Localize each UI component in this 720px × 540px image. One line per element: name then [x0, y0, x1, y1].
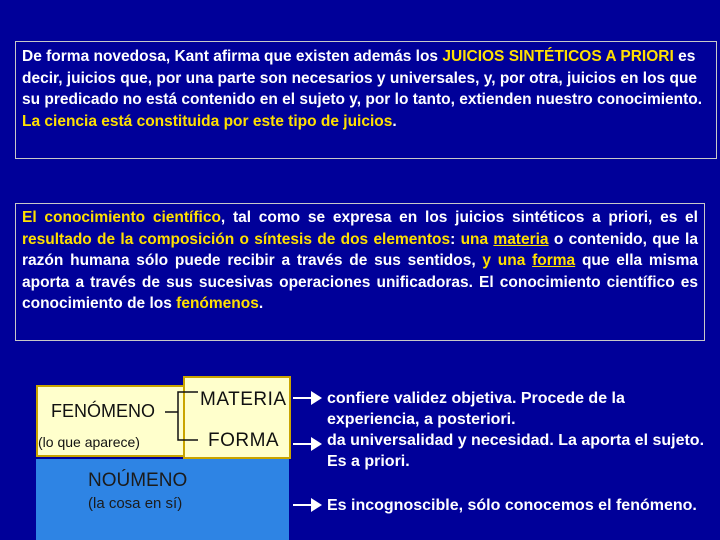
noumeno-title: NOÚMENO — [88, 470, 188, 491]
para2-text-5: . — [258, 295, 264, 312]
para2-highlight-una: una — [460, 230, 489, 248]
intro-paragraph-box — [15, 41, 717, 159]
materia-forma-description — [327, 388, 707, 472]
materia-arrow-line — [293, 397, 313, 399]
para2-forma-underlined: forma — [532, 252, 576, 269]
para2-highlight-y-una: y una — [482, 252, 526, 269]
para2-text-2: : — [450, 230, 461, 248]
para2-text-1: , tal como se expresa en los juicios sintéticos a priori, es el — [220, 209, 698, 226]
para2-highlight-resultado: resultado de la composición o síntesis de dos elementos — [22, 230, 451, 248]
noumeno-box — [36, 459, 289, 540]
para2-text-4: que ella misma aporta a través de sus sucesivas operaciones unificadoras. El conocimiento científico es conocimiento de los — [22, 252, 698, 312]
para1-highlight-ciencia: La ciencia está constituida por este tipo de juicios — [22, 112, 393, 130]
para2-highlight-conocimiento: El conocimiento científico — [22, 209, 221, 226]
noumeno-arrow-line — [293, 504, 313, 506]
noumeno-description: Es incognoscible, sólo conocemos el fenómeno. — [327, 497, 697, 514]
para2-highlight-fenomenos: fenómenos — [176, 295, 259, 312]
para1-text-1: De forma novedosa, Kant afirma que existen además los — [22, 48, 443, 65]
para2-materia-underlined: materia — [493, 230, 549, 248]
noumeno-subtitle: (la cosa en sí) — [88, 495, 183, 512]
para1-highlight-juicios: JUICIOS SINTÉTICOS A PRIORI — [442, 48, 674, 65]
fenomeno-box — [36, 385, 188, 457]
materia-description: confiere validez objetiva. Procede de la experiencia, a posteriori. — [327, 390, 625, 428]
para2-text-3: o contenido, que la razón humana sólo puede recibir a través de sus sentidos, — [22, 230, 698, 269]
para1-text-3: . — [392, 112, 397, 130]
noumeno-arrow-icon — [311, 498, 322, 512]
fenomeno-title: FENÓMENO — [51, 401, 156, 421]
fenomeno-subtitle: (lo que aparece) — [38, 434, 140, 450]
forma-description: da universalidad y necesidad. La aporta el sujeto. Es a priori. — [327, 432, 705, 470]
materia-label: MATERIA — [200, 389, 287, 410]
knowledge-paragraph-box — [15, 203, 705, 341]
forma-arrow-icon — [311, 437, 322, 451]
materia-arrow-icon — [311, 391, 322, 405]
materia-forma-box — [183, 376, 291, 459]
forma-arrow-line — [293, 443, 313, 445]
para1-text-2: es decir, juicios que, por una parte son necesarios y universales, y, por otra, juicios en los que su predicado no está contenido en el sujeto y, por lo tanto, extienden nuestro conocimiento. — [22, 48, 703, 108]
forma-label: FORMA — [208, 430, 280, 451]
